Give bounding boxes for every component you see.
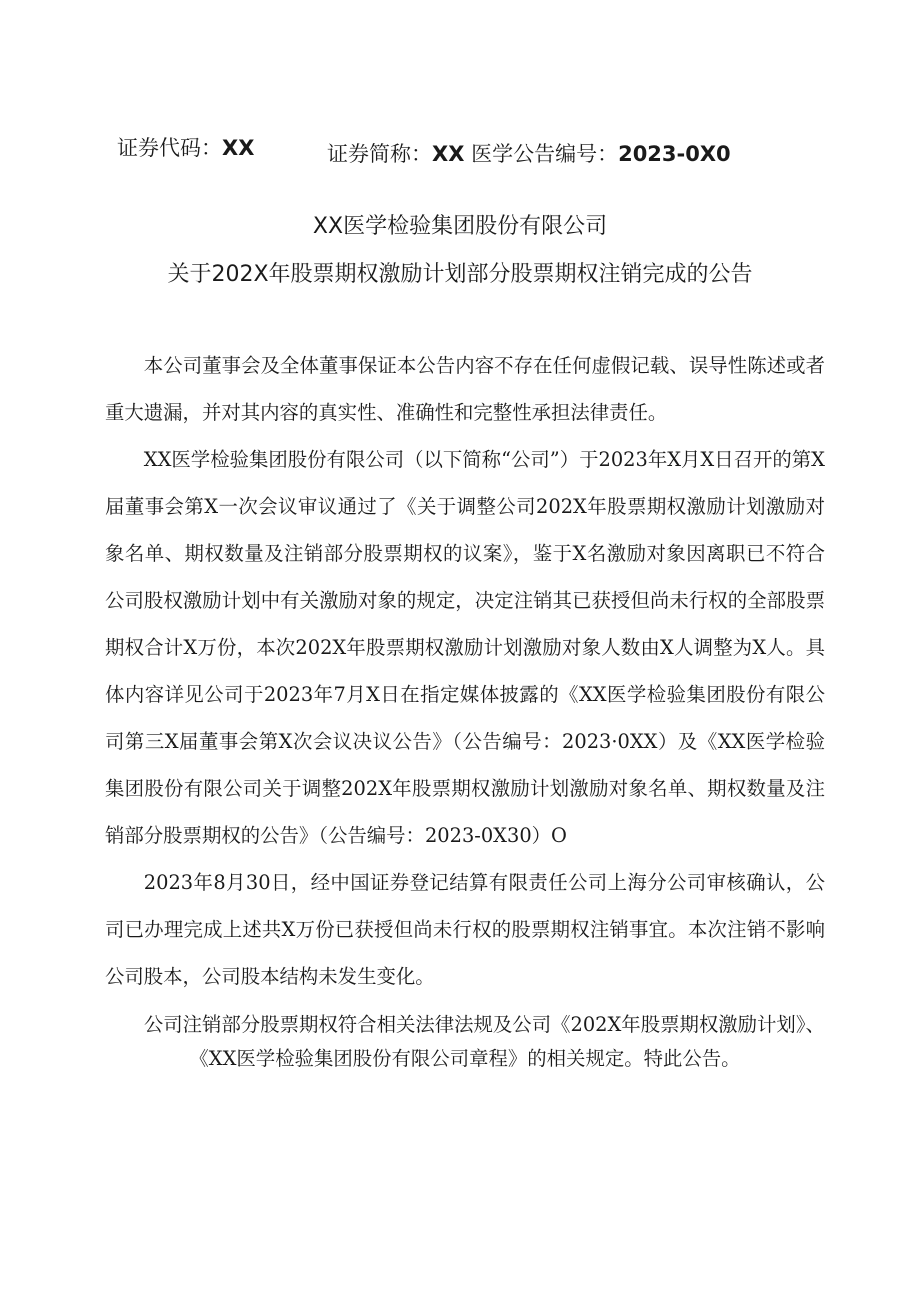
- company-name-title: XX医学检验集团股份有限公司: [312, 214, 608, 239]
- compliance-closing-paragraph: 公司注销部分股票期权符合相关法律法规及公司《202X年股票期权激励计划》、《XX医学检验集团股份有限公司章程》的相关规定。特此公告。: [143, 1013, 825, 1070]
- announcement-number-label: 医学公告编号：: [471, 142, 619, 166]
- meeting-resolution-paragraph: XX医学检验集团股份有限公司（以下简称“公司”）于2023年X月X日召开的第X届董事会第X一次会议审议通过了《关于调整公司202X年股票期权激励计划激励对象名单、期权数量及注销部分股票期权的议案》，鉴于X名激励对象因离职已不符合公司股权激励计划中有关激励对象的规定，决定注销其已获授但尚未行权的全部股票期权合计X万份，本次202X年股票期权激励计划激励对象人数由X人调整为X人。具体内容详见公司于2023年7月X日在指定媒体披露的《XX医学检验集团股份有限公司第三X届董事会第X次会议决议公告》（公告编号：2023·0XX）及《XX医学检验集团股份有限公司关于调整202X年股票期权激励计划激励对象名单、期权数量及注销部分股票期权的公告》（公告编号：2023-0X30）O: [105, 448, 825, 847]
- document-title: [0, 208, 920, 294]
- security-abbr-value: XX: [432, 142, 465, 166]
- announcement-subject-title: 关于202X年股票期权激励计划部分股票期权注销完成的公告: [167, 262, 753, 287]
- security-abbr-label: 证券简称：: [327, 142, 432, 166]
- security-code-label: 证券代码：: [117, 136, 222, 160]
- cancellation-confirmation-paragraph: 2023年8月30日，经中国证券登记结算有限责任公司上海分公司审核确认，公司已办理完成上述共X万份已获授但尚未行权的股票期权注销事宜。本次注销不影响公司股本，公司股本结构未发生变化。: [105, 871, 825, 988]
- document-header: [0, 130, 920, 170]
- security-abbreviation: [327, 138, 731, 168]
- announcement-number-value: 2023-0X0: [618, 142, 731, 166]
- security-code-value: XX: [222, 136, 255, 160]
- security-code: [117, 132, 254, 162]
- document-body: [105, 342, 825, 1076]
- board-statement-paragraph: 本公司董事会及全体董事保证本公告内容不存在任何虚假记载、误导性陈述或者重大遗漏，并对其内容的真实性、准确性和完整性承担法律责任。: [105, 354, 825, 424]
